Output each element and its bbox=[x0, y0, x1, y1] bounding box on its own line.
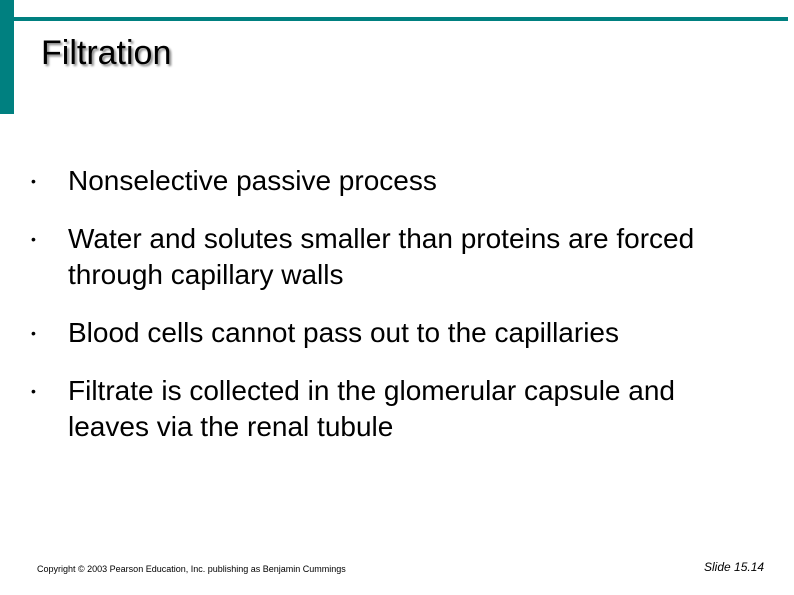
copyright-notice: Copyright © 2003 Pearson Education, Inc. publishing as Benjamin Cummings bbox=[37, 564, 346, 574]
bullet-item bbox=[30, 373, 760, 445]
bullet-text: Blood cells cannot pass out to the capillaries bbox=[68, 317, 619, 348]
accent-bar-top bbox=[0, 17, 788, 21]
bullet-text: Filtrate is collected in the glomerular capsule and leaves via the renal tubule bbox=[68, 375, 675, 442]
bullet-item bbox=[30, 221, 760, 293]
bullet-text: Water and solutes smaller than proteins are forced through capillary walls bbox=[68, 223, 695, 290]
slide-number: Slide 15.14 bbox=[704, 560, 765, 574]
accent-bar-left bbox=[0, 0, 14, 114]
bullet-dot-icon: • bbox=[31, 231, 36, 247]
bullet-dot-icon: • bbox=[31, 173, 36, 189]
bullet-item bbox=[30, 315, 760, 351]
bullet-text: Nonselective passive process bbox=[68, 165, 437, 196]
bullet-dot-icon: • bbox=[31, 325, 36, 341]
bullet-item bbox=[30, 163, 760, 199]
slide-title: Filtration bbox=[41, 34, 172, 72]
bullet-dot-icon: • bbox=[31, 383, 36, 399]
